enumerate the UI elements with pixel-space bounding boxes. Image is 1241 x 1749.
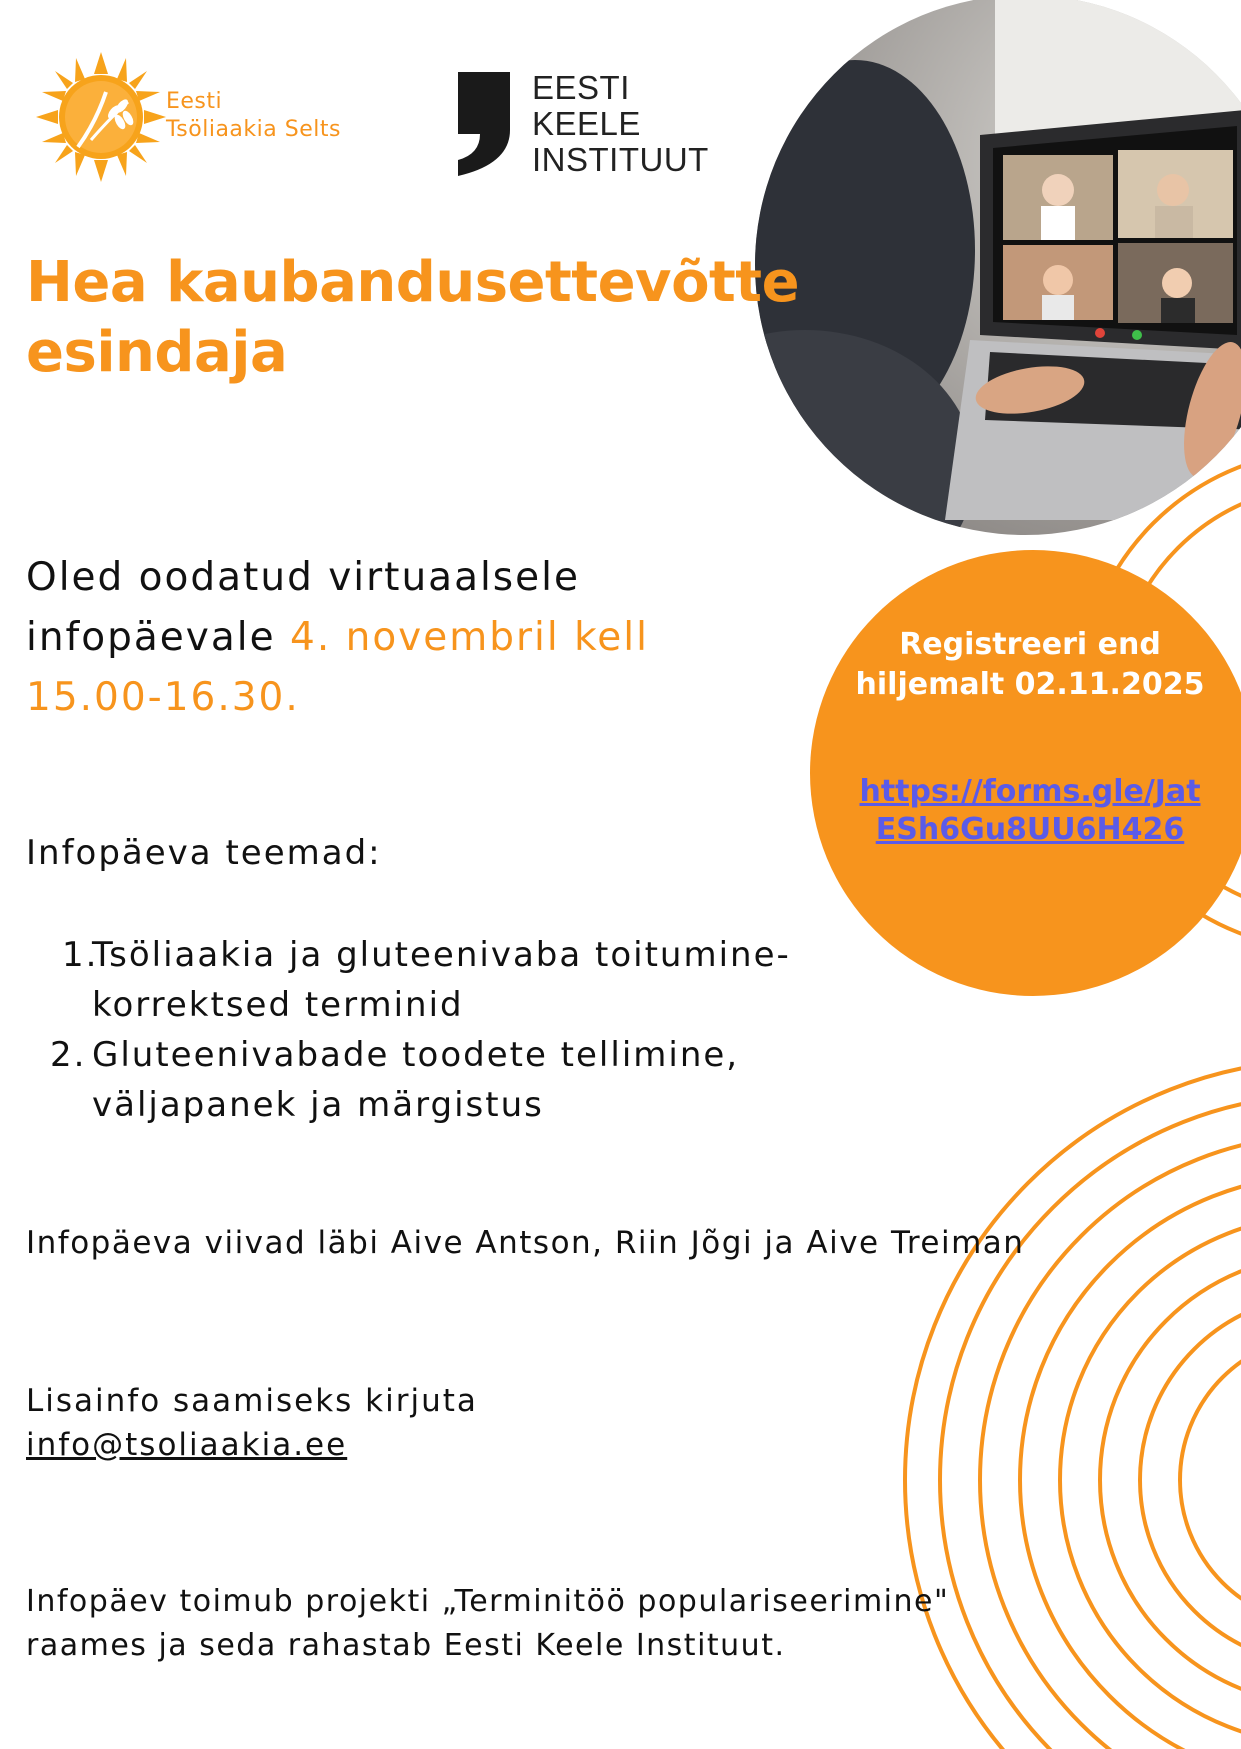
society-name-line1: Eesti — [166, 89, 223, 114]
arc-8 — [1180, 1335, 1241, 1625]
institute-name-line3: INSTITUUT — [532, 141, 709, 178]
video-call-photo — [745, 0, 1241, 535]
arc-5 — [1060, 1215, 1241, 1745]
registration-deadline: hiljemalt 02.11.2025 — [855, 667, 1205, 702]
topic-line2: korrektsed terminid — [92, 985, 464, 1025]
topic-line1: Gluteenivabade toodete tellimine, — [92, 1035, 740, 1075]
headline — [26, 248, 799, 388]
contact-text: Lisainfo saamiseks kirjuta — [26, 1383, 478, 1419]
registration-line1: Registreeri end — [899, 627, 1161, 662]
institute-name-line1: EESTI — [532, 69, 630, 106]
invitation-line2-plain: infopäevale — [26, 615, 290, 660]
footer-line1: Infopäev toimub projekti „Terminitöö populariseerimine" — [26, 1584, 950, 1619]
topics-heading: Infopäeva teemad: — [26, 833, 382, 873]
society-name-line2: Tsöliaakia Selts — [166, 117, 341, 142]
arc-7 — [1140, 1295, 1241, 1665]
registration-link-line1[interactable]: https://forms.gle/Jat — [859, 774, 1201, 809]
headline-line1: Hea kaubandusettevõtte — [26, 250, 800, 315]
comma-icon — [458, 72, 510, 176]
institute-logo — [458, 70, 718, 180]
invitation-line1: Oled oodatud virtuaalsele — [26, 555, 580, 600]
topic-item — [26, 1030, 926, 1130]
topic-number: 2. — [50, 1035, 87, 1075]
invitation-time: 15.00-16.30. — [26, 675, 300, 720]
invitation-text — [26, 548, 649, 728]
topic-item — [26, 930, 926, 1030]
sun-wheat-icon — [36, 52, 166, 182]
topic-number: 1. — [62, 935, 99, 975]
topics-list — [26, 930, 926, 1130]
contact-email-link[interactable]: info@tsoliaakia.ee — [26, 1427, 348, 1463]
topic-line1: Tsöliaakia ja gluteenivaba toitumine- — [92, 935, 791, 975]
registration-link-line2[interactable]: ESh6Gu8UU6H426 — [875, 812, 1185, 847]
headline-line2: esindaja — [26, 320, 288, 385]
footer-line2: raames ja seda rahastab Eesti Keele Instituut. — [26, 1628, 786, 1663]
invitation-line2 — [26, 608, 649, 668]
society-logo — [36, 52, 366, 182]
institute-name-line2: KEELE — [532, 105, 641, 142]
invitation-date: 4. novembril kell — [290, 615, 649, 660]
topic-line2: väljapanek ja märgistus — [92, 1085, 544, 1125]
presenters-text: Infopäeva viivad läbi Aive Antson, Riin Jõgi ja Aive Treiman — [26, 1225, 1025, 1261]
arc-6 — [1100, 1255, 1241, 1705]
